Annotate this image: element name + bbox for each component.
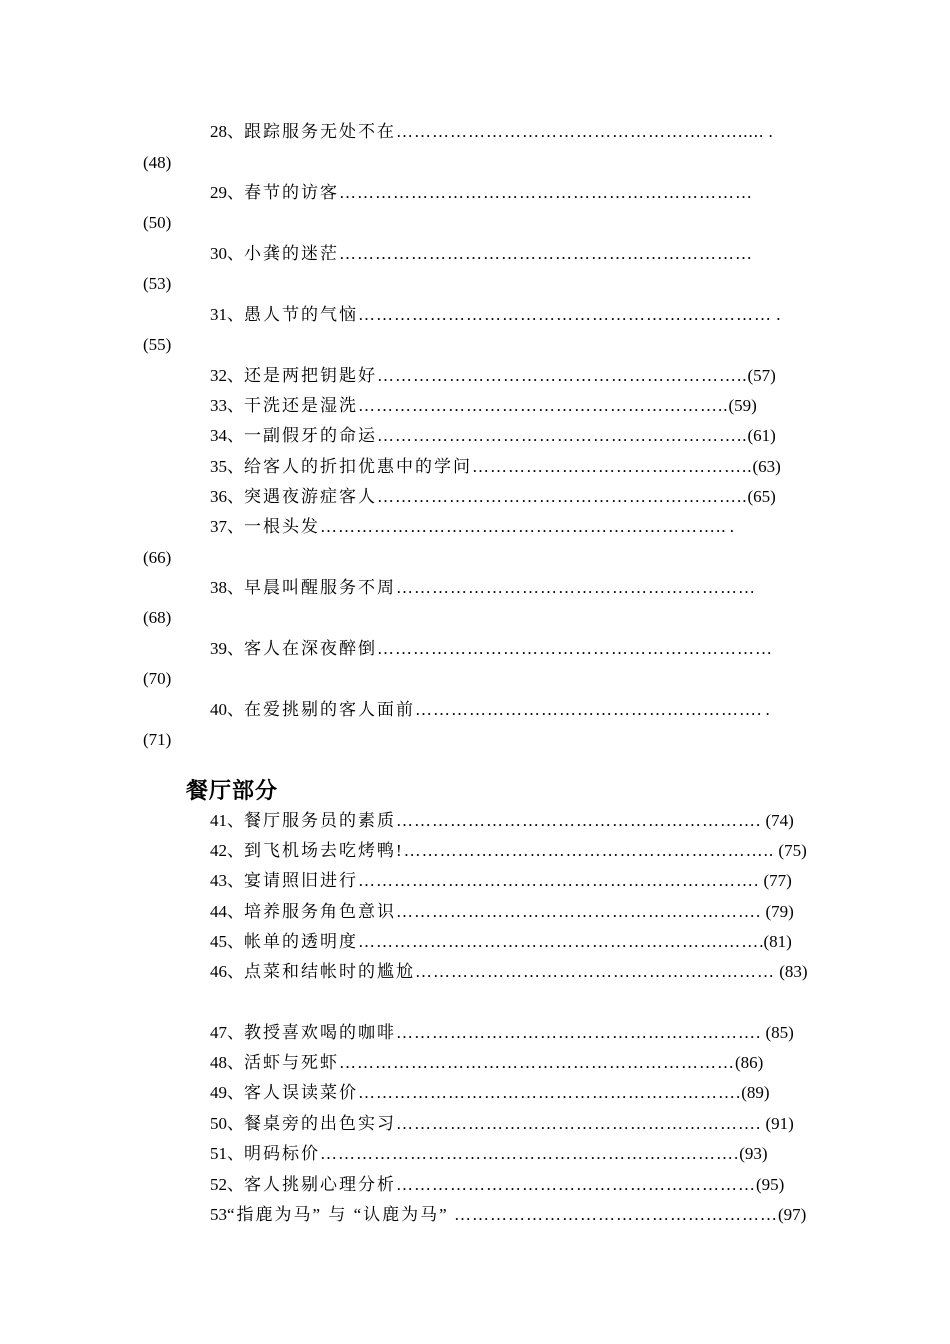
entry-page-wrapped: (68) [143, 608, 172, 627]
entry-page: . . [757, 700, 770, 719]
toc-entry[interactable] [210, 902, 794, 922]
dot-leader: ………………………………………………………… [377, 639, 773, 658]
entry-number: 52、 [210, 1175, 244, 1194]
dot-leader: …………………………………………………….. [377, 426, 748, 445]
entry-page: (89) [741, 1083, 770, 1102]
dot-leader: …………………………………………………….. [377, 487, 748, 506]
toc-entry[interactable] [210, 122, 773, 142]
dot-leader: ……………………………………………… [448, 1205, 778, 1224]
entry-title: 到飞机场去吃烤鸭! [244, 841, 404, 860]
entry-number: 39、 [210, 639, 244, 658]
entry-page: . . [721, 517, 734, 536]
entry-number: 38、 [210, 578, 244, 597]
dot-leader: ……………………………………………………. [396, 1023, 762, 1042]
entry-page: (77) [759, 871, 792, 890]
entry-page-wrapped: (48) [143, 153, 172, 172]
dot-leader: …………………………………………………….. [358, 396, 729, 415]
entry-title: 在爱挑剔的客人面前 [244, 700, 415, 719]
entry-number: 42、 [210, 841, 244, 860]
entry-number: 35、 [210, 457, 244, 476]
toc-entry[interactable] [210, 457, 781, 477]
toc-entry[interactable] [210, 1175, 784, 1195]
toc-entry[interactable] [210, 811, 794, 831]
toc-entry[interactable] [210, 183, 753, 203]
entry-page-wrapped: (71) [143, 730, 172, 749]
entry-title: 客人挑剔心理分析 [244, 1175, 396, 1194]
entry-page-wrapped: (66) [143, 548, 172, 567]
entry-page: (83) [775, 962, 808, 981]
entry-page: (86) [735, 1053, 764, 1072]
toc-entry[interactable] [210, 962, 808, 982]
entry-page: . [772, 305, 781, 324]
entry-title: 干洗还是湿洗 [244, 396, 358, 415]
entry-title: 客人在深夜醉倒 [244, 639, 377, 658]
entry-page: (63) [752, 457, 781, 476]
toc-entry[interactable] [210, 1083, 770, 1103]
entry-title: “指鹿为马” 与 “认鹿为马” [227, 1205, 449, 1224]
entry-page: (95) [756, 1175, 785, 1194]
entry-page-wrapped: (70) [143, 669, 172, 688]
entry-title: 春节的访客 [244, 183, 339, 202]
entry-title: 教授喜欢喝的咖啡 [244, 1023, 396, 1042]
entry-page: (97) [777, 1205, 807, 1224]
dot-leader: …………………………………………………………… [358, 305, 772, 324]
entry-title: 小龚的迷茫 [244, 244, 339, 263]
entry-title: 给客人的折扣优惠中的学问 [244, 457, 472, 476]
entry-number: 36、 [210, 487, 244, 506]
toc-entry[interactable] [210, 1144, 768, 1164]
entry-page: (79) [761, 902, 794, 921]
entry-number: 46、 [210, 962, 244, 981]
dot-leader: …………………………………………………..... [396, 122, 765, 141]
dot-leader: …………………………………………………….…… [358, 932, 760, 951]
dot-leader: ……………………………………….. [472, 457, 753, 476]
dot-leader: ……………………………………………………………. [320, 1144, 740, 1163]
toc-entry[interactable] [210, 396, 757, 416]
entry-page: (75) [774, 841, 807, 860]
entry-title: 愚人节的气恼 [244, 305, 358, 324]
entry-page: (74) [761, 811, 794, 830]
toc-entry[interactable] [210, 1205, 806, 1225]
entry-page-wrapped: (53) [143, 274, 172, 293]
toc-entry[interactable] [210, 639, 773, 659]
entry-page: (91) [761, 1114, 794, 1133]
entry-number: 31、 [210, 305, 244, 324]
dot-leader: …………………………………………………… [396, 578, 756, 597]
dot-leader: ……………………………………………………. [396, 1114, 762, 1133]
entry-number: 28、 [210, 122, 244, 141]
entry-number: 37、 [210, 517, 244, 536]
dot-leader: …………………………………………………………. [358, 871, 760, 890]
dot-leader: …………………………………………………………… [339, 244, 753, 263]
entry-page: (93) [739, 1144, 768, 1163]
entry-number: 41、 [210, 811, 244, 830]
entry-number: 43、 [210, 871, 244, 890]
entry-title: 客人误读菜价 [244, 1083, 358, 1102]
toc-entry[interactable] [210, 426, 776, 446]
dot-leader: ………………………………………………… [415, 700, 757, 719]
entry-title: 跟踪服务无处不在 [244, 122, 396, 141]
dot-leader: ……………………………………………………. [396, 811, 762, 830]
entry-number: 30、 [210, 244, 244, 263]
toc-entry[interactable] [210, 841, 807, 861]
toc-entry[interactable] [210, 305, 781, 325]
dot-leader: …………………………………………………… [415, 962, 775, 981]
entry-title: 点菜和结帐时的尴尬 [244, 962, 415, 981]
toc-entry[interactable] [210, 1114, 794, 1134]
entry-page-wrapped: (55) [143, 335, 172, 354]
dot-leader: …………………………………………………………. [320, 517, 722, 536]
entry-number: 53 [210, 1205, 227, 1224]
entry-number: 47、 [210, 1023, 244, 1042]
toc-entry[interactable] [210, 1053, 763, 1073]
toc-entry[interactable] [210, 366, 776, 386]
toc-entry[interactable] [210, 487, 776, 507]
dot-leader: …………………………………………………… [396, 1175, 756, 1194]
entry-title: 帐单的透明度 [244, 932, 358, 951]
entry-title: 餐桌旁的出色实习 [244, 1114, 396, 1133]
entry-number: 49、 [210, 1083, 244, 1102]
entry-number: 44、 [210, 902, 244, 921]
entry-title: 还是两把钥匙好 [244, 366, 377, 385]
entry-title: 早晨叫醒服务不周 [244, 578, 396, 597]
dot-leader: …………………………………………………………… [339, 183, 753, 202]
toc-entry[interactable] [210, 517, 734, 537]
toc-entry[interactable] [210, 932, 792, 952]
entry-page: (57) [747, 366, 776, 385]
toc-entry[interactable] [210, 700, 770, 720]
entry-number: 29、 [210, 183, 244, 202]
toc-entry[interactable] [210, 1023, 794, 1043]
toc-entry[interactable] [210, 578, 756, 598]
entry-title: 宴请照旧进行 [244, 871, 358, 890]
dot-leader: ……………………………………………………. [396, 902, 762, 921]
entry-page: (59) [728, 396, 757, 415]
section-heading: 餐厅部分 [186, 779, 279, 804]
dot-leader: …………………………………………………….. [403, 841, 775, 860]
entry-page-wrapped: (50) [143, 213, 172, 232]
dot-leader: ………………………………………………………… [339, 1053, 735, 1072]
entry-page: (61) [747, 426, 776, 445]
entry-title: 突遇夜游症客人 [244, 487, 377, 506]
entry-number: 50、 [210, 1114, 244, 1133]
entry-title: 培养服务角色意识 [244, 902, 396, 921]
entry-title: 餐厅服务员的素质 [244, 811, 396, 830]
entry-number: 45、 [210, 932, 244, 951]
entry-number: 48、 [210, 1053, 244, 1072]
toc-entry[interactable] [210, 871, 792, 891]
entry-number: 40、 [210, 700, 244, 719]
entry-page: . [764, 122, 773, 141]
entry-number: 32、 [210, 366, 244, 385]
entry-page: (85) [761, 1023, 794, 1042]
dot-leader: ………………………………………………………. [358, 1083, 742, 1102]
entry-title: 一根头发 [244, 517, 320, 536]
dot-leader: …………………………………………………….. [377, 366, 748, 385]
entry-title: 一副假牙的命运 [244, 426, 377, 445]
entry-number: 51、 [210, 1144, 244, 1163]
entry-title: 活虾与死虾 [244, 1053, 339, 1072]
toc-entry[interactable] [210, 244, 753, 264]
entry-number: 34、 [210, 426, 244, 445]
entry-title: 明码标价 [244, 1144, 320, 1163]
entry-page: (65) [747, 487, 776, 506]
entry-page: .(81) [759, 932, 792, 951]
entry-number: 33、 [210, 396, 244, 415]
